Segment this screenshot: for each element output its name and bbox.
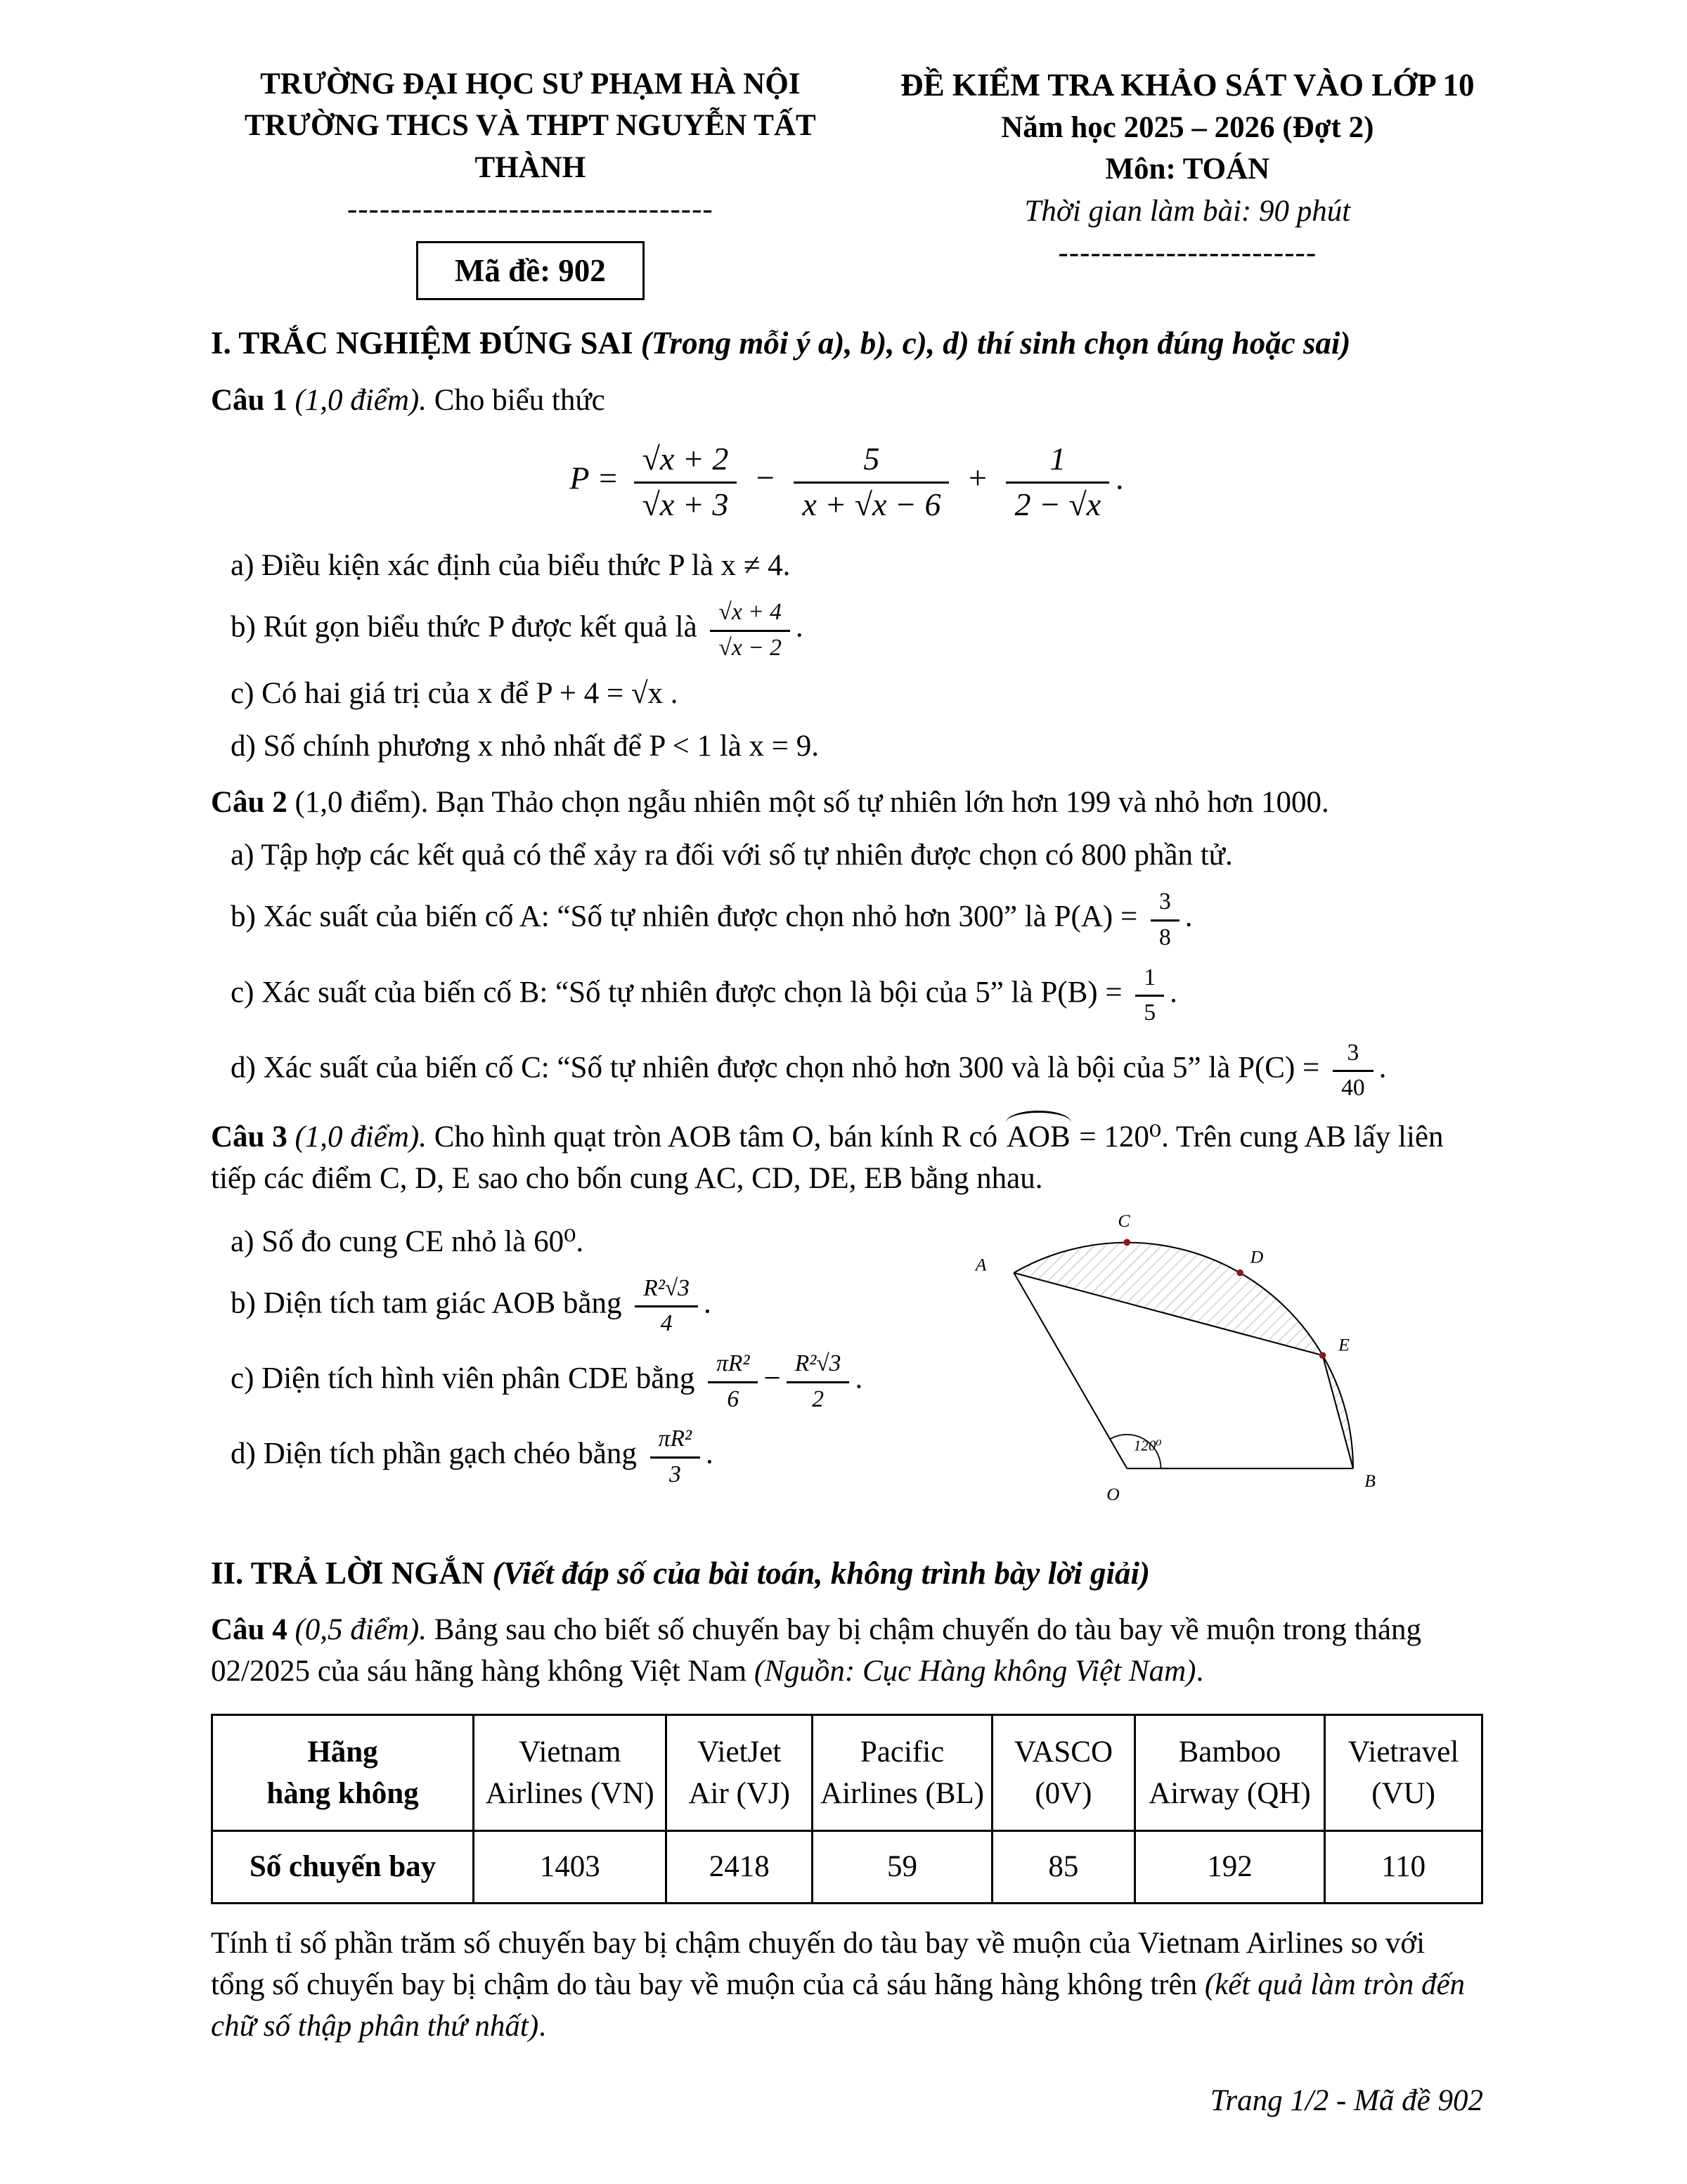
fraction	[794, 439, 949, 524]
corner-cell-line2: hàng không	[266, 1777, 419, 1811]
cau4-label: Câu 4	[211, 1613, 287, 1647]
label-B: B	[1364, 1470, 1376, 1491]
school-block	[211, 63, 850, 300]
page-footer: Trang 1/2 - Mã đề 902	[1210, 2083, 1483, 2117]
minus-operator: −	[763, 1362, 781, 1395]
fraction	[1151, 887, 1179, 951]
sector-figure-svg	[963, 1203, 1483, 1519]
flight-delay-table	[211, 1714, 1483, 1904]
flight-count-cell: 192	[1135, 1831, 1325, 1903]
plus-operator: +	[968, 460, 987, 496]
cau3-intro-text-2: = 120⁰. Trên cung AB lấy liên tiếp các điểm C, D, E sao cho bốn cung AC, CD, DE, EB bằng nhau.	[211, 1120, 1444, 1196]
fraction	[1135, 963, 1164, 1027]
table-value-row	[212, 1831, 1482, 1903]
formula-period: .	[1116, 460, 1125, 496]
airline-header-cell: Pacific Airlines (BL)	[812, 1714, 992, 1831]
fraction-denominator: x + √x − 6	[802, 486, 941, 522]
cau2-label: Câu 2	[211, 785, 287, 819]
school-name: TRƯỜNG THCS VÀ THPT NGUYỄN TẤT THÀNH	[244, 109, 816, 184]
flight-count-cell: 85	[993, 1831, 1135, 1903]
minus-operator: −	[756, 460, 775, 496]
item-text: b) Diện tích tam giác AOB bằng	[231, 1286, 630, 1320]
item-text: b) Rút gọn biểu thức P được kết quả là	[231, 610, 705, 644]
fraction-numerator: πR²	[650, 1424, 700, 1459]
school-year: Năm học 2025 – 2026 (Đợt 2)	[1001, 111, 1374, 145]
table-corner-cell	[212, 1714, 474, 1831]
fraction-numerator: R²√3	[787, 1349, 850, 1383]
cau3-item-c	[231, 1349, 942, 1413]
subject: Môn: TOÁN	[1105, 153, 1270, 186]
item-text: d) Xác suất của biến cố C: “Số tự nhiên được chọn nhỏ hơn 300 và là bội của 5” là P(C) =	[231, 1051, 1328, 1085]
cau4-intro	[211, 1609, 1483, 1693]
cau3-item-b	[231, 1274, 942, 1338]
question-text: Tính tỉ số phần trăm số chuyến bay bị chậm chuyến do tàu bay về muộn của Vietnam Airlines so với tổng số chuyến bay bị chậm do tàu bay về muộn của cả sáu hãng hàng không trên	[211, 1926, 1426, 2002]
cau1-item-a: a) Điều kiện xác định của biểu thức P là x ≠ 4.	[231, 548, 791, 582]
chord-EB	[1323, 1355, 1353, 1468]
exam-info-block	[892, 63, 1483, 300]
point-E-dot	[1319, 1352, 1326, 1359]
section1-title: I. TRẮC NGHIỆM ĐÚNG SAI	[211, 325, 641, 361]
fraction-numerator: √x + 2	[634, 439, 737, 484]
table-header-row	[212, 1714, 1482, 1831]
fraction	[635, 1274, 698, 1338]
cau1-formula	[211, 439, 1483, 524]
flight-count-cell: 59	[812, 1831, 992, 1903]
right-divider: ------------------------	[1058, 236, 1317, 270]
fraction-denominator: 5	[1144, 1000, 1156, 1026]
airline-header-cell: VietJet Air (VJ)	[666, 1714, 812, 1831]
point-D-dot	[1236, 1269, 1243, 1276]
corner-cell-line1: Hãng	[307, 1735, 378, 1769]
left-divider: ----------------------------------	[347, 192, 713, 226]
fraction	[1006, 439, 1109, 524]
fraction	[708, 1349, 758, 1413]
cau1-intro-text: Cho biểu thức	[426, 383, 605, 417]
item-text: .	[1170, 976, 1177, 1009]
item-text: .	[1184, 900, 1193, 933]
cau2-item-c	[231, 963, 1483, 1027]
cau3-intro	[211, 1116, 1483, 1200]
flight-count-cell: 2418	[666, 1831, 812, 1903]
duration: Thời gian làm bài: 90 phút	[1024, 194, 1351, 228]
flight-count-cell: 1403	[474, 1831, 666, 1903]
formula-lhs: P =	[569, 460, 619, 496]
cau2-item-a: a) Tập hợp các kết quả có thể xảy ra đối với số tự nhiên được chọn có 800 phần tử.	[231, 839, 1233, 872]
airline-header-cell: VASCO (0V)	[993, 1714, 1135, 1831]
table-row-label: Số chuyến bay	[212, 1831, 474, 1903]
item-text: b) Xác suất của biến cố A: “Số tự nhiên được chọn nhỏ hơn 300” là P(A) =	[231, 900, 1145, 933]
airline-header-cell: Bamboo Airway (QH)	[1135, 1714, 1325, 1831]
question-note: (kết quả làm tròn đến chữ số thập phân thứ nhất)	[211, 1968, 1466, 2043]
item-text: .	[855, 1362, 863, 1395]
cau3-intro-text-1: Cho hình quạt tròn AOB tâm O, bán kính R có	[426, 1120, 1005, 1154]
cau1-label: Câu 1	[211, 383, 287, 417]
item-text: c) Diện tích hình viên phân CDE bằng	[231, 1362, 703, 1395]
label-O: O	[1106, 1483, 1120, 1504]
cau1-item-b	[231, 597, 1483, 661]
angle-aob-notation: AOB	[1005, 1116, 1072, 1158]
item-text: d) Diện tích phần gạch chéo bằng	[231, 1437, 645, 1471]
fraction-numerator: 3	[1151, 887, 1179, 922]
label-E: E	[1338, 1334, 1350, 1355]
fraction-denominator: 40	[1341, 1075, 1365, 1101]
cau1-item-d: d) Số chính phương x nhỏ nhất để P < 1 là x = 9.	[231, 730, 820, 763]
fraction-numerator: 3	[1333, 1038, 1373, 1073]
sector-figure	[963, 1203, 1483, 1519]
label-A: A	[975, 1254, 987, 1275]
label-angle-120: 120⁰	[1133, 1436, 1162, 1454]
fraction	[787, 1349, 850, 1413]
point-C-dot	[1123, 1239, 1130, 1246]
fraction-numerator: √x + 4	[710, 597, 789, 632]
fraction-numerator: 1	[1135, 963, 1164, 997]
cau2-intro-text: Bạn Thảo chọn ngẫu nhiên một số tự nhiên lớn hơn 199 và nhỏ hơn 1000.	[428, 785, 1329, 819]
item-text: c) Xác suất của biến cố B: “Số tự nhiên được chọn là bội của 5” là P(B) =	[231, 976, 1130, 1009]
cau3-item-a: a) Số đo cung CE nhỏ là 60⁰.	[231, 1225, 584, 1258]
section2-title: II. TRẢ LỜI NGẮN	[211, 1555, 493, 1591]
cau3-score: (1,0 điểm).	[287, 1120, 427, 1154]
fraction-denominator: 8	[1158, 924, 1171, 950]
cau4-intro-end: .	[1196, 1655, 1204, 1688]
exam-code-box-wrap	[211, 230, 850, 300]
fraction-denominator: √x − 2	[718, 634, 782, 661]
fraction-numerator: 1	[1006, 439, 1109, 484]
cau2-score: (1,0 điểm).	[287, 785, 429, 819]
cau4-intro-text: Bảng sau cho biết số chuyến bay bị chậm chuyến do tàu bay về muộn trong tháng 02/2025 của sáu hãng hàng không Việt Nam	[211, 1613, 1422, 1688]
section1-subtitle: (Trong mỗi ý a), b), c), d) thí sinh chọn đúng hoặc sai)	[640, 325, 1351, 361]
cau3-label: Câu 3	[211, 1120, 287, 1154]
fraction-numerator: πR²	[708, 1349, 758, 1383]
cau4-source: (Nguồn: Cục Hàng không Việt Nam)	[754, 1655, 1196, 1688]
fraction	[650, 1424, 700, 1488]
cau2-item-d	[231, 1038, 1483, 1102]
section2-heading	[211, 1551, 1483, 1595]
cau2-item-b	[231, 887, 1483, 951]
item-text: .	[703, 1286, 711, 1320]
fraction	[710, 597, 789, 661]
exam-code-box: Mã đề: 902	[416, 241, 645, 300]
flight-count-cell: 110	[1325, 1831, 1482, 1903]
question-end: .	[538, 2010, 546, 2043]
label-D: D	[1250, 1246, 1264, 1267]
cau1-intro	[211, 380, 1483, 421]
cau3-body	[211, 1210, 1483, 1519]
cau1-score: (1,0 điểm).	[287, 383, 427, 417]
cau3-item-d	[231, 1424, 942, 1488]
exam-title: ĐỀ KIỂM TRA KHẢO SÁT VÀO LỚP 10	[900, 67, 1475, 103]
fraction-numerator: 5	[794, 439, 949, 484]
fraction-denominator: 2	[812, 1385, 824, 1412]
cau2-intro	[211, 782, 1483, 823]
exam-header	[211, 63, 1483, 300]
fraction-numerator: R²√3	[635, 1274, 698, 1308]
section2-subtitle: (Viết đáp số của bài toán, không trình bày lời giải)	[492, 1555, 1151, 1591]
fraction	[634, 439, 737, 524]
cau3-items	[211, 1210, 942, 1500]
cau4-question	[211, 1923, 1483, 2048]
fraction-denominator: 6	[727, 1385, 739, 1412]
cau1-item-c: c) Có hai giá trị của x để P + 4 = √x .	[231, 677, 678, 711]
fraction-denominator: √x + 3	[642, 486, 729, 522]
radius-OA	[1014, 1272, 1127, 1468]
fraction-denominator: 2 − √x	[1014, 486, 1101, 522]
item-text: .	[1378, 1051, 1387, 1085]
airline-header-cell: Vietnam Airlines (VN)	[474, 1714, 666, 1831]
university-name: TRƯỜNG ĐẠI HỌC SƯ PHẠM HÀ NỘI	[260, 67, 801, 101]
airline-header-cell: Vietravel (VU)	[1325, 1714, 1482, 1831]
section1-heading	[211, 321, 1483, 365]
label-C: C	[1118, 1210, 1130, 1231]
fraction	[1333, 1038, 1373, 1102]
cau4-score: (0,5 điểm).	[287, 1613, 427, 1647]
fraction-denominator: 3	[668, 1461, 681, 1487]
fraction-denominator: 4	[660, 1310, 673, 1337]
item-text: .	[706, 1437, 713, 1471]
item-text: .	[795, 610, 803, 644]
